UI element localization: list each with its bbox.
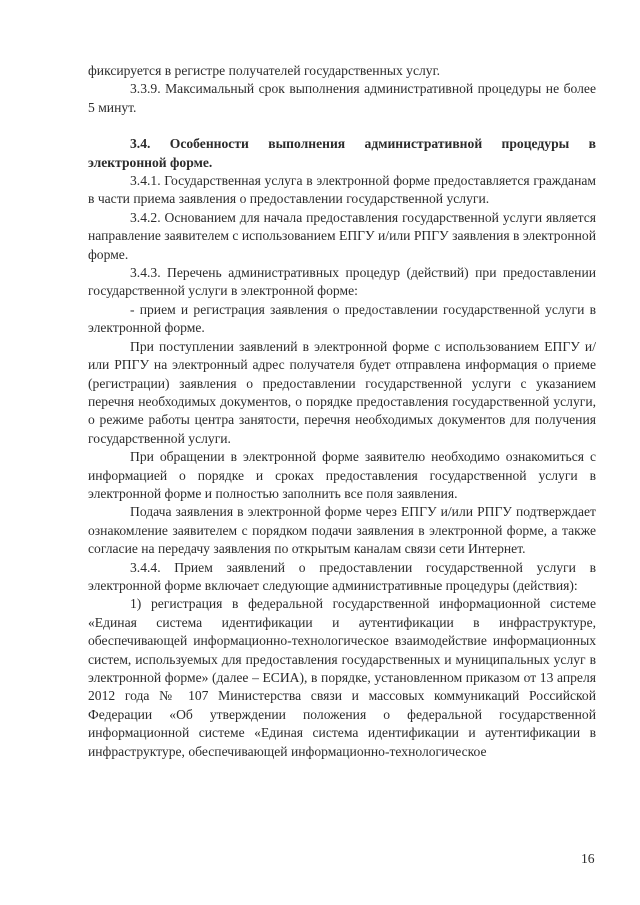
paragraph-submission: Подача заявления в электронной форме через ЕПГУ и/или РПГУ подтверждает ознакомление заявителем с порядком подачи заявления в электронной форме, а также согласие на передачу заявления по открытым каналам связи сети Интернет. [88,504,596,557]
paragraph-3-4-3: 3.4.3. Перечень административных процедур (действий) при предоставлении государственной услуги в электронной форме: [88,265,596,299]
paragraph-3-4-2: 3.4.2. Основанием для начала предоставления государственной услуги является направление заявителем с использованием ЕПГУ и/или РПГУ заявления в электронной форме. [88,209,596,262]
paragraph-3-4-1: 3.4.1. Государственная услуга в электронной форме предоставляется гражданам в части приема заявления о предоставлении государственной услуги. [88,173,596,207]
paragraph-3-4-4: 3.4.4. Прием заявлений о предоставлении государственной услуги в электронной форме включает следующие административные процедуры (действия): [88,559,596,593]
section-heading-3-4: 3.4. Особенности выполнения административной процедуры в электронной форме. [88,136,596,170]
paragraph-electronic-receipt: При поступлении заявлений в электронной форме с использованием ЕПГУ и/или РПГУ на электронный адрес получателя будет отправлена информация о приеме (регистрации) заявления о предоставлении государственной услуги с указанием перечня необходимых документов, о порядке предоставления государственной услуги, о режиме работы центра занятости, перечня необходимых документов для получения государственной услуги. [88,338,596,446]
document-page [88,62,596,761]
list-item-1: 1) регистрация в федеральной государственной информационной системе «Единая система идентификации и аутентификации в инфраструктуре, обеспечивающей информационно-технологическое взаимодействие информационных систем, используемых для предоставления государственных и муниципальных услуг в электронной форме» (далее – ЕСИА), в порядке, установленном приказом от 13 апреля 2012 года № 107 Министерства связи и массовых коммуникаций Российской Федерации «Об утверждении положения о федеральной государственной информационной системе «Единая система идентификации и аутентификации в инфраструктуре, обеспечивающей информационно-технологическое [88,596,596,759]
paragraph-continuation: фиксируется в регистре получателей государственных услуг. [88,63,441,78]
spacer [88,117,596,135]
paragraph-applicant-info: При обращении в электронной форме заявителю необходимо ознакомиться с информацией о порядке и сроках предоставления государственной услуги в электронной форме и полностью заполнить все поля заявления. [88,449,596,501]
paragraph-3-3-9: 3.3.9. Максимальный срок выполнения административной процедуры не более 5 минут. [88,81,596,115]
list-item-dash: - прием и регистрация заявления о предоставлении государственной услуги в электронной форме. [88,301,596,336]
page-number: 16 [581,851,595,866]
